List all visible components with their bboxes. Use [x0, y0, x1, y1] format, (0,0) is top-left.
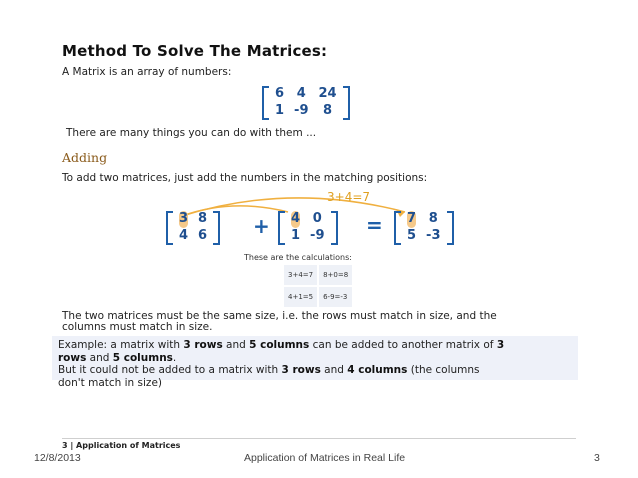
table-cell: 6-9=-3	[318, 286, 353, 308]
left-bracket	[278, 211, 285, 245]
intro-text: A Matrix is an array of numbers:	[62, 66, 232, 78]
table-cell: 3+4=7	[283, 264, 318, 286]
matrix-cell: 6	[275, 86, 285, 101]
page-header-label: 3 | Application of Matrices	[62, 441, 181, 450]
many-things-text: There are many things you can do with them ...	[66, 127, 317, 139]
matrix-cell: 0	[312, 211, 322, 226]
matrix-cell: 6	[198, 228, 208, 243]
matrix-cell: 8	[323, 103, 333, 118]
matrix-cell: 8	[198, 211, 208, 226]
table-cell: 4+1=5	[283, 286, 318, 308]
footer-divider	[62, 438, 576, 439]
left-bracket	[166, 211, 173, 245]
matrix-cell: 1	[291, 228, 301, 243]
right-bracket	[343, 86, 350, 120]
example-matrix	[262, 86, 350, 120]
table-cell: 8+0=8	[318, 264, 353, 286]
example-line-1: Example: a matrix with 3 rows and 5 columns can be added to another matrix of 3	[58, 339, 505, 351]
equals-sign: =	[366, 213, 383, 237]
left-bracket	[262, 86, 269, 120]
right-bracket	[213, 211, 220, 245]
example-line-2: rows and 5 columns.	[58, 351, 177, 364]
right-bracket	[447, 211, 454, 245]
matrix-cell-highlighted: 7	[407, 211, 417, 226]
footer-page-number: 3	[594, 452, 600, 464]
matrix-cell: -3	[426, 228, 441, 243]
matrix-cell: -9	[310, 228, 325, 243]
footer-date: 12/8/2013	[34, 452, 81, 464]
page-title: Method To Solve The Matrices:	[62, 42, 328, 60]
matrix-cell: 8	[428, 211, 438, 226]
example-box	[52, 336, 578, 389]
calculations-caption: These are the calculations:	[244, 253, 352, 262]
matrix-result	[394, 211, 454, 245]
example-line-3: But it could not be added to a matrix with 3 rows and 4 columns (the columns	[58, 364, 480, 376]
matrix-cell-highlighted: 3	[179, 211, 189, 226]
example-line-4: don't match in size)	[58, 376, 162, 389]
matrix-a	[166, 211, 220, 245]
same-size-line-1: The two matrices must be the same size, i.e. the rows must match in size, and the	[62, 310, 497, 322]
right-bracket	[331, 211, 338, 245]
table-row	[283, 264, 353, 286]
calculations-table	[283, 264, 353, 308]
matrix-cell: 4	[179, 228, 189, 243]
matrix-cell: 24	[318, 86, 337, 101]
footer-title: Application of Matrices in Real Life	[244, 452, 406, 464]
arrow-label: 3+4=7	[327, 190, 371, 204]
adding-heading: Adding	[62, 150, 108, 165]
matrix-cell: 5	[407, 228, 417, 243]
table-row	[283, 286, 353, 308]
matrix-cell: 4	[296, 86, 306, 101]
same-size-line-2: columns must match in size.	[62, 321, 213, 333]
adding-description: To add two matrices, just add the numbers in the matching positions:	[62, 172, 428, 184]
matrix-b	[278, 211, 338, 245]
matrix-cell-highlighted: 4	[291, 211, 301, 226]
left-bracket	[394, 211, 401, 245]
matrix-cell: -9	[294, 103, 309, 118]
matrix-cell: 1	[275, 103, 285, 118]
plus-sign: +	[253, 214, 270, 238]
